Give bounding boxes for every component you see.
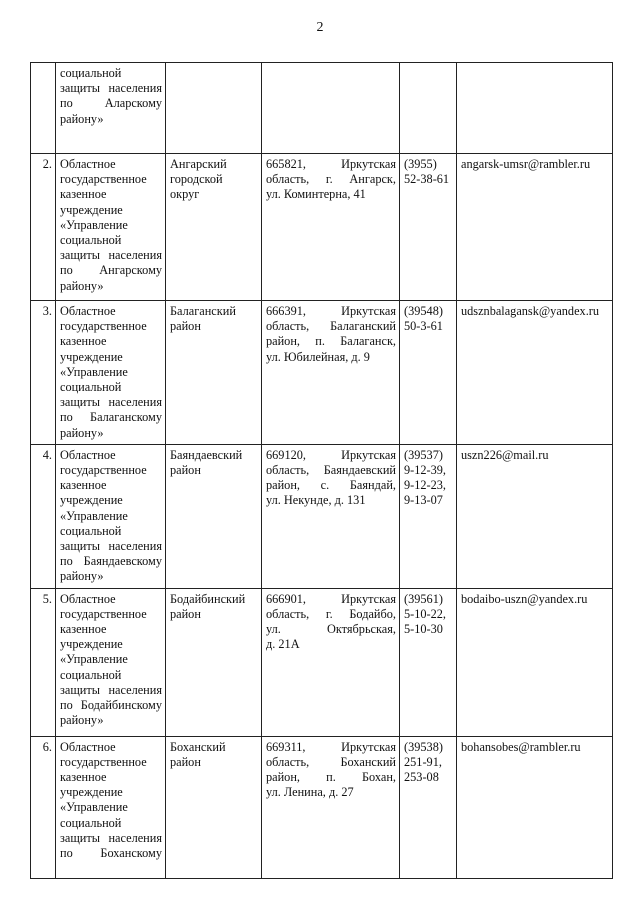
word: защиты [60,539,101,554]
name-line-justified [60,539,162,554]
cell-number [31,444,56,588]
word: Бохан, [361,770,396,785]
phone-line: 5-10-30 [404,622,443,637]
address-line-justified [266,172,396,187]
word: Баяндаевский [323,463,396,478]
cell-address [262,154,400,301]
name-line: государственное [60,463,147,478]
word: Балаганскому [90,410,162,425]
row-number: 2. [42,157,52,171]
cell-area [166,63,262,154]
cell-institution-name [56,736,166,878]
cell-email [457,301,613,445]
name-line-justified [60,81,162,96]
area-line: Бодайбинский [170,591,246,606]
name-line: социальной [60,815,122,830]
name-line: социальной [60,667,122,682]
name-line: социальной [60,380,122,395]
cell-institution-name [56,63,166,154]
cell-phone [400,736,457,878]
address-line-justified [266,622,396,637]
area-line: район [170,319,201,334]
word: 666901, [266,591,306,606]
table-row [31,154,613,301]
cell-number [31,154,56,301]
phone-line: (39537) [404,447,443,462]
phone-line: 9-12-23, [404,478,447,493]
name-line: «Управление [60,508,128,523]
word: по [60,554,73,569]
phone-line: (3955) [404,157,437,171]
word: Балаганск, [340,334,396,349]
name-line: учреждение [60,349,123,364]
address-line-justified [266,304,396,319]
name-line: Областное [60,739,116,754]
cell-email [457,444,613,588]
email-link: udsznbalagansk@yandex.ru [461,304,600,318]
table-body [31,63,613,879]
name-line: казенное [60,622,107,637]
word: 669120, [266,447,306,462]
word: 665821, [266,157,306,171]
word: область, [266,606,310,621]
word: район, [266,334,300,349]
word: населения [108,81,162,96]
phone-line: 52-38-61 [404,172,450,187]
word: п. [315,334,325,349]
word: Ангарскому [99,263,162,278]
name-line-justified [60,263,162,278]
cell-phone [400,63,457,154]
area-line: Боханский [170,739,226,754]
cell-number [31,63,56,154]
word: с. [320,478,330,493]
name-line: Областное [60,447,116,462]
area-line: район [170,463,201,478]
name-line: «Управление [60,800,128,815]
address-line-justified [266,740,396,755]
name-line: государственное [60,754,147,769]
word: Баяндай, [349,478,396,493]
table-row [31,588,613,736]
name-line: учреждение [60,493,123,508]
name-line-justified [60,846,162,861]
word: Иркутская [341,591,396,606]
name-line-justified [60,410,162,425]
word: защиты [60,830,101,845]
name-line: району» [60,278,104,293]
name-line: Областное [60,304,116,318]
cell-address [262,301,400,445]
cell-area [166,154,262,301]
cell-institution-name [56,154,166,301]
name-line-justified [60,698,162,713]
name-line: казенное [60,187,107,202]
word: 666391, [266,304,306,318]
address-line: ул. Юбилейная, д. 9 [266,349,370,364]
word: Иркутская [341,739,396,754]
word: Балаганский [330,319,396,334]
word: Бодайбо, [349,606,396,621]
name-line: району» [60,425,104,440]
name-line: социальной [60,66,122,80]
name-line-justified [60,554,162,569]
table-row [31,444,613,588]
word: Иркутская [341,304,396,318]
cell-email [457,63,613,154]
cell-phone [400,154,457,301]
word: Иркутская [341,157,396,171]
address-line-justified [266,770,396,785]
word: населения [108,395,162,410]
name-line-justified [60,683,162,698]
word: населения [108,682,162,697]
cell-email [457,588,613,736]
name-line: учреждение [60,202,123,217]
address-line: ул. Ленина, д. 27 [266,785,354,800]
name-line: государственное [60,319,147,334]
cell-area [166,736,262,878]
address-line-justified [266,319,396,334]
cell-area [166,588,262,736]
word: населения [108,248,162,263]
word: защиты [60,81,101,96]
row-number: 5. [42,591,52,606]
row-number: 3. [42,304,52,318]
word: 669311, [266,739,306,754]
cell-area [166,301,262,445]
word: г. [325,172,333,187]
address-line-justified [266,463,396,478]
name-line: району» [60,713,104,728]
name-line: казенное [60,770,107,785]
phone-line: (39561) [404,591,443,606]
table-row [31,301,613,445]
name-line: «Управление [60,652,128,667]
word: г. [325,606,333,621]
word: Иркутская [341,447,396,462]
table-row [31,736,613,878]
cell-email [457,736,613,878]
address-line: ул. Некунде, д. 131 [266,493,366,508]
cell-phone [400,301,457,445]
word: район, [266,770,300,785]
cell-address [262,63,400,154]
name-line: «Управление [60,217,128,232]
word: область, [266,319,310,334]
phone-line: 9-12-39, [404,463,447,478]
word: Баяндаевскому [83,554,162,569]
word: Аларскому [104,96,162,111]
word: район, [266,478,300,493]
name-line: Областное [60,157,116,171]
name-line: государственное [60,606,147,621]
cell-email [457,154,613,301]
area-line: городской [170,172,223,187]
address-line-justified [266,157,396,172]
word: область, [266,172,310,187]
phone-line: 253-08 [404,770,439,785]
word: по [60,698,73,713]
area-line: Балаганский [170,304,236,318]
phone-line: 5-10-22, [404,606,447,621]
cell-number [31,736,56,878]
word: ул. [266,622,281,637]
address-line: ул. Коминтерна, 41 [266,187,366,202]
phone-line: (39538) [404,739,443,754]
phone-line: (39548) [404,304,443,318]
area-line: район [170,754,201,769]
name-line: государственное [60,172,147,187]
phone-line: 251-91, [404,754,442,769]
word: Октябрьская, [326,622,396,637]
name-line-justified [60,831,162,846]
cell-number [31,588,56,736]
cell-area [166,444,262,588]
area-line: Ангарский [170,157,227,171]
address-line-justified [266,334,396,349]
name-line: «Управление [60,364,128,379]
word: населения [108,830,162,845]
institutions-table [30,62,613,879]
address-line-justified [266,448,396,463]
cell-institution-name [56,444,166,588]
word: по [60,846,73,861]
word: защиты [60,248,101,263]
name-line: учреждение [60,785,123,800]
cell-address [262,444,400,588]
email-link: angarsk-umsr@rambler.ru [461,157,591,171]
word: защиты [60,682,101,697]
email-link: bodaibo-uszn@yandex.ru [461,591,588,606]
name-line: казенное [60,334,107,349]
name-line-justified [60,248,162,263]
name-line: району» [60,569,104,584]
address-line: д. 21А [266,637,300,652]
name-line: учреждение [60,637,123,652]
address-line-justified [266,755,396,770]
area-line: район [170,606,201,621]
word: Боханский [340,754,396,769]
address-line-justified [266,592,396,607]
table-row-continuation [31,63,613,154]
name-line: социальной [60,233,122,248]
cell-phone [400,444,457,588]
word: по [60,410,73,425]
page-number: 2 [316,20,324,35]
address-line-justified [266,607,396,622]
word: защиты [60,395,101,410]
area-line: Баяндаевский [170,447,243,462]
name-line-justified [60,395,162,410]
phone-line: 9-13-07 [404,493,443,508]
address-line-justified [266,478,396,493]
word: Бодайбинскому [80,698,162,713]
row-number: 6. [42,739,52,754]
word: область, [266,463,310,478]
word: по [60,96,73,111]
word: населения [108,539,162,554]
name-line-justified [60,96,162,111]
word: п. [326,770,336,785]
cell-institution-name [56,301,166,445]
name-line: Областное [60,591,116,606]
word: Боханскому [100,846,162,861]
word: область, [266,754,310,769]
name-line: району» [60,111,104,126]
cell-institution-name [56,588,166,736]
cell-phone [400,588,457,736]
word: Ангарск, [349,172,396,187]
email-link: bohansobes@rambler.ru [461,739,581,754]
email-link: uszn226@mail.ru [461,447,549,462]
phone-line: 50-3-61 [404,319,443,334]
row-number: 4. [42,447,52,462]
cell-address [262,588,400,736]
cell-address [262,736,400,878]
area-line: округ [170,187,200,202]
cell-number [31,301,56,445]
name-line: казенное [60,478,107,493]
name-line: социальной [60,523,122,538]
word: по [60,263,73,278]
